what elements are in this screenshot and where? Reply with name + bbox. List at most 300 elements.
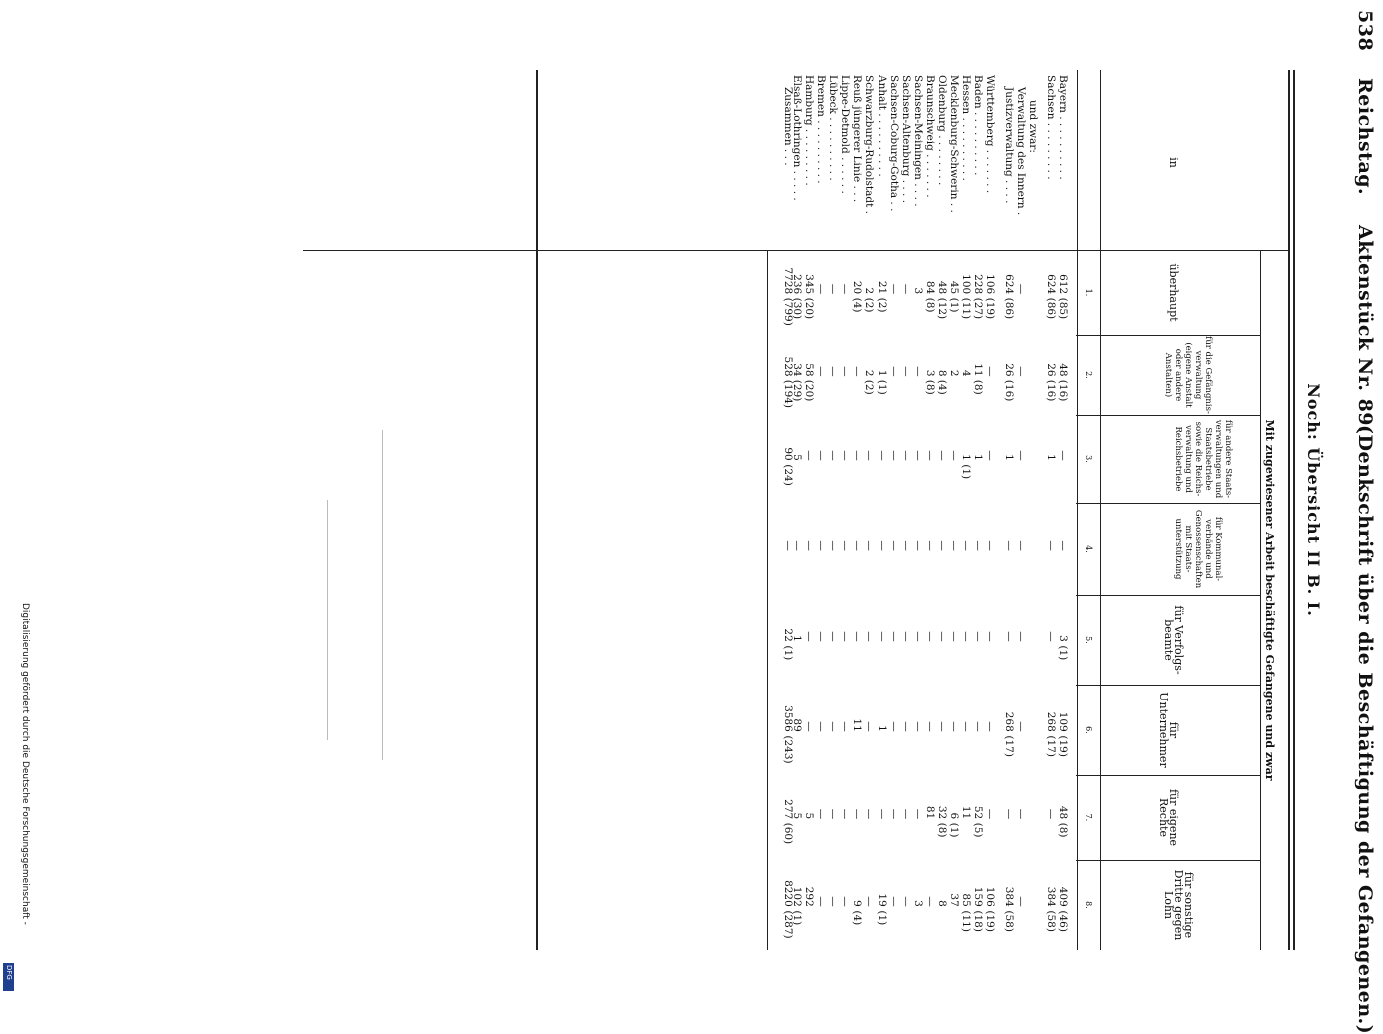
cell-value: 20 bbox=[851, 280, 864, 295]
cell-value: — bbox=[815, 366, 828, 377]
colnum-6: 6. bbox=[1084, 726, 1093, 734]
cell-women: (243) bbox=[782, 735, 794, 764]
col-divider bbox=[1076, 860, 1261, 861]
cell-value: — bbox=[839, 366, 852, 377]
cell-value: 85 bbox=[960, 893, 973, 907]
cell-women: (1) bbox=[875, 910, 888, 926]
cell-value: — bbox=[1014, 540, 1027, 551]
group-rule bbox=[1260, 250, 1261, 950]
cell-value: 8220 bbox=[782, 880, 794, 907]
cell-women: (4) bbox=[851, 910, 864, 926]
row-label: Justizverwaltung . . . . bbox=[1002, 87, 1015, 204]
cell-value: 612 bbox=[1057, 274, 1069, 295]
cell-women: (86) bbox=[1002, 297, 1015, 320]
cell-women: (16) bbox=[1002, 379, 1015, 402]
col-header-staatsverwaltung: für andere Staats- verwaltungen und Staatsbetriebe sowie die Reichs- verwaltung und Reichsbetriebe bbox=[1173, 419, 1233, 499]
cell-value: — bbox=[960, 540, 973, 551]
cell-value: 5 bbox=[790, 454, 803, 461]
cell-women: (8) bbox=[924, 379, 936, 395]
cell-value: — bbox=[875, 631, 888, 642]
table-row bbox=[973, 0, 984, 1000]
cell-value: — bbox=[815, 808, 828, 820]
cell-value: 89 bbox=[790, 718, 803, 732]
cell-value: — bbox=[1014, 366, 1027, 377]
row-label: Hamburg . . . . . . . . . bbox=[803, 75, 815, 186]
header-reichstag: Reichstag. bbox=[1354, 78, 1376, 196]
row-label: Braunschweig . . . . . . . bbox=[924, 75, 936, 198]
cell-value: — bbox=[984, 808, 997, 820]
cell-women: (20) bbox=[803, 379, 815, 402]
cell-value: — bbox=[911, 450, 924, 461]
cell-value: 52 bbox=[972, 805, 985, 820]
cell-value: — bbox=[924, 450, 936, 461]
cell-women: (2) bbox=[863, 297, 876, 313]
cell-value: 7728 bbox=[782, 267, 794, 295]
col-divider bbox=[1076, 415, 1261, 416]
cell-value: — bbox=[899, 450, 912, 461]
cell-value: — bbox=[815, 721, 828, 732]
cell-value: — bbox=[984, 366, 997, 377]
cell-women: (1) bbox=[960, 464, 973, 480]
cell-value: — bbox=[827, 540, 840, 551]
cell-value: — bbox=[827, 896, 840, 907]
cell-value: — bbox=[1014, 450, 1027, 461]
cell-value: 34 bbox=[790, 363, 803, 377]
cell-value: — bbox=[887, 450, 900, 461]
cell-women: (27) bbox=[972, 297, 985, 320]
table-row bbox=[804, 0, 815, 1000]
cell-women: (1) bbox=[948, 822, 961, 838]
cell-value: — bbox=[1002, 631, 1015, 642]
cell-value: — bbox=[827, 450, 840, 461]
cell-value: 37 bbox=[948, 893, 961, 907]
table-row bbox=[937, 0, 948, 1000]
cell-value: — bbox=[899, 283, 912, 295]
cell-value: — bbox=[984, 631, 997, 642]
cell-women: (287) bbox=[782, 910, 794, 939]
row-label: Verwaltung des Innern . bbox=[1014, 87, 1027, 216]
col-divider bbox=[1076, 775, 1261, 776]
cell-value: 384 bbox=[1044, 886, 1057, 907]
col-divider bbox=[1076, 595, 1261, 596]
cell-value: — bbox=[936, 721, 949, 732]
scan-artifact bbox=[382, 430, 383, 760]
cell-value: — bbox=[815, 631, 828, 642]
cell-value: 1 bbox=[972, 454, 985, 461]
cell-women: (11) bbox=[960, 297, 973, 320]
table-row bbox=[783, 0, 794, 1000]
cell-value: — bbox=[899, 896, 912, 907]
row-label: Sachsen-Meiningen . . . . bbox=[911, 75, 924, 207]
cell-value: 409 bbox=[1057, 886, 1069, 907]
cell-value: 8 bbox=[936, 900, 949, 907]
cell-value: — bbox=[899, 366, 912, 377]
cell-value: — bbox=[803, 721, 815, 732]
cell-value: 624 bbox=[1002, 274, 1015, 295]
cell-value: — bbox=[875, 450, 888, 461]
cell-value: 106 bbox=[984, 886, 997, 907]
cell-value: — bbox=[863, 896, 876, 907]
cell-women: (24) bbox=[782, 464, 794, 486]
cell-value: — bbox=[1002, 540, 1015, 551]
cell-value: — bbox=[875, 540, 888, 551]
row-label: Lübeck . . . . . . . . . . bbox=[827, 75, 840, 181]
cell-value: — bbox=[827, 721, 840, 732]
cell-value: — bbox=[875, 808, 888, 820]
cell-women: (5) bbox=[972, 822, 985, 838]
cell-women: (17) bbox=[1002, 735, 1015, 757]
cell-women: (86) bbox=[1044, 297, 1057, 320]
cell-value: — bbox=[899, 721, 912, 732]
cell-value: 106 bbox=[984, 274, 997, 295]
cell-women: (194) bbox=[782, 379, 794, 409]
table-row bbox=[900, 0, 911, 1000]
cell-value: — bbox=[911, 366, 924, 377]
cell-value: — bbox=[887, 283, 900, 295]
row-label: Bayern . . . . . . . . . . bbox=[1057, 75, 1069, 180]
cell-value: 1 bbox=[790, 635, 803, 642]
col-header-sonstige: für sonstige Dritte gegen Lohn bbox=[1162, 869, 1195, 941]
cell-value: — bbox=[790, 540, 803, 551]
cell-value: — bbox=[782, 540, 794, 551]
cell-value: — bbox=[839, 896, 852, 907]
table-row bbox=[949, 0, 960, 1000]
cell-women: (16) bbox=[1044, 379, 1057, 402]
cell-value: — bbox=[827, 366, 840, 377]
cell-value: — bbox=[827, 283, 840, 295]
cell-women: (17) bbox=[1044, 735, 1057, 757]
cell-value: 3586 bbox=[782, 705, 794, 732]
cell-value: 528 bbox=[782, 356, 794, 377]
cell-value: — bbox=[815, 450, 828, 461]
cell-value: 268 bbox=[1002, 711, 1015, 732]
colnum-1: 1. bbox=[1084, 288, 1093, 297]
cell-value: — bbox=[839, 540, 852, 551]
col-header-in: in bbox=[1167, 157, 1180, 168]
cell-value: — bbox=[1014, 896, 1027, 907]
cell-value: — bbox=[839, 631, 852, 642]
cell-value: — bbox=[948, 540, 961, 551]
cell-value: 48 bbox=[936, 280, 949, 295]
cell-value: — bbox=[851, 631, 864, 642]
cell-value: — bbox=[887, 896, 900, 907]
cell-value: 9 bbox=[851, 900, 864, 907]
cell-value: — bbox=[1014, 808, 1027, 820]
cell-value: 1 bbox=[960, 454, 973, 461]
colnum-4: 4. bbox=[1084, 545, 1093, 553]
row-label: Sachsen-Altenburg . . . . bbox=[899, 75, 912, 204]
cell-value: 624 bbox=[1044, 274, 1057, 295]
cell-value: 277 bbox=[782, 799, 794, 820]
cell-value: — bbox=[1014, 721, 1027, 732]
cell-value: — bbox=[1014, 283, 1027, 295]
col-divider bbox=[1076, 503, 1261, 504]
cell-value: 48 bbox=[1057, 363, 1069, 377]
cell-value: — bbox=[839, 808, 852, 820]
cell-value: — bbox=[899, 631, 912, 642]
table-row bbox=[925, 0, 936, 1000]
cell-value: 100 bbox=[960, 274, 973, 295]
cell-value: — bbox=[1002, 808, 1015, 820]
cell-value: — bbox=[839, 450, 852, 461]
col-header-verfolgsbeamte: für Verfolgs- beamte bbox=[1162, 605, 1185, 675]
cell-value: — bbox=[1044, 631, 1057, 642]
cell-value: — bbox=[863, 450, 876, 461]
cell-value: — bbox=[972, 631, 985, 642]
cell-value: 3 bbox=[911, 900, 924, 907]
cell-value: — bbox=[984, 721, 997, 732]
cell-women: (2) bbox=[875, 297, 888, 313]
page-header bbox=[1336, 0, 1376, 1034]
cell-value: 90 bbox=[782, 447, 794, 461]
group-header: Mit zugewiesener Arbeit beschäftigte Gefangene und zwar bbox=[1263, 419, 1276, 781]
cell-women: (58) bbox=[1044, 910, 1057, 932]
cell-value: 26 bbox=[1044, 363, 1057, 377]
row-label: Sachsen . . . . . . . . . bbox=[1044, 75, 1057, 180]
cell-value: — bbox=[911, 540, 924, 551]
row-label: Zusammen . . . bbox=[782, 87, 794, 166]
cell-value: 109 bbox=[1057, 711, 1069, 732]
cell-value: — bbox=[911, 808, 924, 820]
cell-value: 21 bbox=[875, 280, 888, 295]
table-row bbox=[985, 0, 996, 1000]
cell-value: 292 bbox=[803, 886, 815, 907]
table-row bbox=[816, 0, 827, 1000]
table-row bbox=[828, 0, 839, 1000]
cell-women: (4) bbox=[936, 379, 949, 395]
cell-value: 4 bbox=[960, 369, 973, 377]
col-divider bbox=[1076, 335, 1261, 336]
cell-women: (8) bbox=[924, 297, 936, 313]
cell-value: — bbox=[815, 540, 828, 551]
cell-value: — bbox=[839, 721, 852, 732]
dfg-logo-text: DFG bbox=[5, 965, 13, 980]
page-number: 538 bbox=[1354, 10, 1376, 52]
cell-value: 228 bbox=[972, 274, 985, 295]
cell-value: 22 bbox=[782, 628, 794, 642]
cell-women: (11) bbox=[960, 910, 973, 932]
cell-value: — bbox=[948, 450, 961, 461]
row-label: und zwar: bbox=[1026, 100, 1039, 153]
row-label: Elsaß-Lothringen . . . . . bbox=[790, 75, 803, 201]
cell-value: — bbox=[863, 631, 876, 642]
cell-value: — bbox=[851, 808, 864, 820]
table-row bbox=[1045, 0, 1056, 1000]
cell-value: 2 bbox=[863, 287, 876, 295]
cell-value: — bbox=[936, 540, 949, 551]
cell-value: 32 bbox=[936, 805, 949, 820]
cell-value: 26 bbox=[1002, 363, 1015, 377]
col-header-gefaengnis: für die Gefängnis- verwaltung (eigene Anstalt oder andere Anstalten) bbox=[1163, 336, 1213, 414]
row-label: Württemberg . . . . . . . bbox=[984, 75, 997, 194]
cell-women: (19) bbox=[1057, 735, 1069, 757]
cell-value: 5 bbox=[790, 812, 803, 820]
row-label: Bremen . . . . . . . . . . bbox=[815, 75, 828, 184]
cell-value: — bbox=[815, 283, 828, 295]
cell-value: — bbox=[887, 540, 900, 551]
col-header-kommunal: für Kommunal- verbände und Genossenschaften mit Staats- unterstützung bbox=[1173, 509, 1223, 589]
row-label: Mecklenburg-Schwerin . . bbox=[948, 75, 961, 213]
row-label: Oldenburg . . . . . . . . bbox=[936, 75, 949, 186]
header-title: (Denkschrift über die Beschäftigung der Gefangenen.) bbox=[1354, 425, 1376, 1034]
cell-women: (799) bbox=[782, 297, 794, 326]
bottom-rule bbox=[536, 70, 538, 950]
table-row bbox=[840, 0, 851, 1000]
table-row bbox=[888, 0, 899, 1000]
row-label: Schwarzburg-Rudolstadt . bbox=[863, 75, 876, 214]
cell-value: — bbox=[911, 721, 924, 732]
cell-women: (1) bbox=[948, 297, 961, 313]
table-row bbox=[1015, 0, 1026, 1000]
cell-value: — bbox=[851, 450, 864, 461]
cell-women: (8) bbox=[936, 822, 949, 838]
cell-value: 2 bbox=[948, 369, 961, 377]
cell-women: (2) bbox=[863, 379, 876, 395]
colnum-rule bbox=[1077, 70, 1078, 950]
cell-women: (8) bbox=[972, 379, 985, 395]
cell-value: 5 bbox=[803, 812, 815, 820]
cell-women: (1) bbox=[790, 910, 803, 926]
cell-value: 8 bbox=[936, 369, 949, 377]
cell-value: 84 bbox=[924, 280, 936, 295]
cell-women: (4) bbox=[851, 297, 864, 313]
cell-value: — bbox=[827, 631, 840, 642]
cell-value: 159 bbox=[972, 886, 985, 907]
row-label: Anhalt . . . . . . . . . . bbox=[875, 75, 888, 177]
cell-value: 11 bbox=[851, 718, 864, 732]
cell-value: — bbox=[948, 721, 961, 732]
table-subtitle: Noch: Übersicht II B. I. bbox=[1304, 383, 1323, 617]
cell-women: (1) bbox=[1057, 645, 1069, 661]
cell-value: 11 bbox=[960, 805, 973, 820]
cell-value: 48 bbox=[1057, 805, 1069, 820]
cell-women: (46) bbox=[1057, 910, 1069, 932]
cell-value: — bbox=[803, 631, 815, 642]
cell-value: — bbox=[1014, 631, 1027, 642]
table-row bbox=[961, 0, 972, 1000]
cell-women: (19) bbox=[984, 297, 997, 320]
cell-value: — bbox=[851, 540, 864, 551]
cell-women: (16) bbox=[1057, 379, 1069, 402]
cell-value: — bbox=[803, 540, 815, 551]
col-header-ueberhaupt: überhaupt bbox=[1167, 263, 1180, 322]
cell-value: 1 bbox=[1002, 454, 1015, 461]
table-row bbox=[1058, 0, 1069, 1000]
cell-value: — bbox=[803, 450, 815, 461]
cell-value: — bbox=[924, 631, 936, 642]
cell-women: (18) bbox=[972, 910, 985, 932]
cell-women: (29) bbox=[790, 379, 803, 402]
cell-value: 345 bbox=[803, 274, 815, 295]
cell-value: 236 bbox=[790, 274, 803, 295]
cell-value: — bbox=[839, 283, 852, 295]
colnum-5: 5. bbox=[1084, 636, 1093, 644]
colnum-2: 2. bbox=[1084, 371, 1093, 379]
cell-value: — bbox=[827, 808, 840, 820]
cell-value: — bbox=[948, 631, 961, 642]
cell-value: 384 bbox=[1002, 886, 1015, 907]
cell-value: 3 bbox=[911, 287, 924, 295]
cell-women: (12) bbox=[936, 297, 949, 320]
colnum-7: 7. bbox=[1084, 813, 1093, 822]
digitization-note-text: Digitalisierung gefördert durch die Deutsche Forschungsgemeinschaft - bbox=[20, 603, 30, 925]
cell-value: 1 bbox=[1044, 454, 1057, 461]
col-divider bbox=[1076, 685, 1261, 686]
cell-value: — bbox=[984, 540, 997, 551]
header-rule bbox=[1100, 70, 1101, 950]
table-row bbox=[1027, 0, 1038, 1000]
cell-value: 58 bbox=[803, 363, 815, 377]
row-label: Reuß jüngerer Linie . . . bbox=[851, 75, 864, 203]
cell-value: — bbox=[1057, 450, 1069, 461]
cell-value: — bbox=[924, 540, 936, 551]
cell-value: 3 bbox=[1057, 635, 1069, 642]
cell-value: — bbox=[1057, 540, 1069, 551]
table-row bbox=[876, 0, 887, 1000]
cell-value: — bbox=[972, 721, 985, 732]
table-row bbox=[912, 0, 923, 1000]
cell-value: 1 bbox=[875, 725, 888, 732]
cell-women: (1) bbox=[875, 379, 888, 395]
cell-value: 11 bbox=[972, 363, 985, 377]
cell-value: — bbox=[984, 450, 997, 461]
cell-value: — bbox=[887, 721, 900, 732]
cell-value: — bbox=[851, 366, 864, 377]
cell-value: 45 bbox=[948, 280, 961, 295]
cell-women: (8) bbox=[1057, 822, 1069, 838]
col-header-eigene-rechte: für eigene Rechte bbox=[1157, 788, 1180, 847]
cell-women: (58) bbox=[1002, 910, 1015, 932]
row-label: Hessen . . . . . . . . . . bbox=[960, 75, 973, 181]
cell-value: — bbox=[863, 721, 876, 732]
table-row bbox=[1003, 0, 1014, 1000]
cell-value: — bbox=[911, 631, 924, 642]
row-label: Sachsen-Coburg-Gotha . . bbox=[887, 75, 900, 212]
cell-value: 102 bbox=[790, 886, 803, 907]
colnum-8: 8. bbox=[1084, 901, 1093, 909]
cell-value: — bbox=[924, 721, 936, 732]
cell-value: — bbox=[815, 896, 828, 907]
cell-value: — bbox=[1044, 808, 1057, 820]
header-aktenstueck: Aktenstück Nr. 89. bbox=[1354, 225, 1376, 434]
colnum-3: 3. bbox=[1084, 455, 1093, 463]
cell-value: — bbox=[924, 896, 936, 907]
cell-women: (30) bbox=[790, 297, 803, 320]
cell-value: — bbox=[887, 631, 900, 642]
cell-value: 1 bbox=[875, 369, 888, 377]
cell-value: 2 bbox=[863, 369, 876, 377]
cell-value: — bbox=[863, 540, 876, 551]
table-row bbox=[852, 0, 863, 1000]
cell-value: — bbox=[972, 540, 985, 551]
cell-value: 3 bbox=[924, 369, 936, 377]
cell-women: (19) bbox=[984, 910, 997, 932]
cell-value: — bbox=[960, 631, 973, 642]
cell-women: (85) bbox=[1057, 297, 1069, 320]
cell-value: — bbox=[960, 721, 973, 732]
cell-value: 6 bbox=[948, 812, 961, 820]
row-label: Lippe-Detmold . . . . . . bbox=[839, 75, 852, 194]
cell-value: — bbox=[899, 540, 912, 551]
cell-women: (20) bbox=[803, 297, 815, 320]
cell-value: — bbox=[887, 366, 900, 377]
table-row bbox=[864, 0, 875, 1000]
cell-women: (60) bbox=[782, 822, 794, 845]
cell-value: — bbox=[899, 808, 912, 820]
cell-value: — bbox=[887, 808, 900, 820]
cell-value: — bbox=[936, 450, 949, 461]
cell-value: — bbox=[863, 808, 876, 820]
